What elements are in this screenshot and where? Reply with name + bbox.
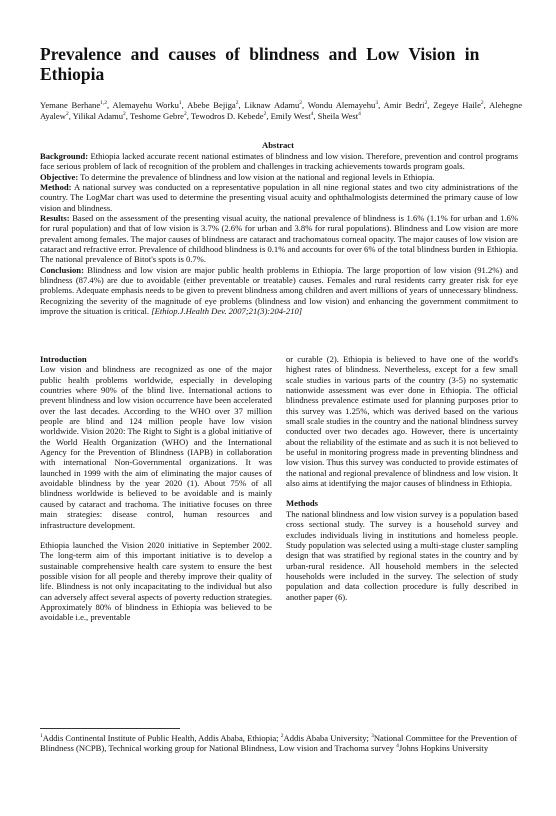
author-name: Sheila West [317, 111, 359, 121]
abstract-results-label: Results: [40, 213, 70, 224]
author-affiliation-mark: 2 [65, 111, 69, 118]
author-name: Alemayehu Worku [112, 100, 179, 110]
introduction-paragraph-3: or curable (2). Ethiopia is believed to have one of the world's highest rates of blindness. Nevertheless, except for a few small scale studies in various parts of the country (3-5) no systematic nationwide assessment was ever done in Ethiopia. The official blindness prevalence estimate used for planning purposes prior to this survey was 1.25%, which was derived based on the various small scale studies in the country and the national blindness survey conducted over two decades ago. However, there is uncertainty about the reliability of the estimate and as such it is not believed to be useful in monitoring progress made in preventing blindness and low vision. Thus this survey was conducted to provide estimates of the national and regional prevalence of blindness and low vision. It also aims at identifying the major causes of blindness in Ethiopia. [286, 354, 518, 489]
affiliation-1: Addis Continental Institute of Public Health, Addis Ababa, Ethiopia; [42, 733, 281, 743]
paper-title: Prevalence and causes of blindness and Low Vision in Ethiopia [40, 44, 480, 84]
author-affiliation-mark: 2 [480, 100, 484, 107]
abstract-conclusion-text: Blindness and low vision are major public health problems in Ethiopia. The large proportion of low vision (91.2%) and blindness (87.4%) are due to avoidable (either preventable or treatable) causes. Females and rural residents carry greater risk for eye problems. Adequate emphasis needs to be given to prevent blindness among children and avert millions of years of unnecessary blindness. Recognizing the severity of the magnitude of eye problems (blindness and low vision) and enhancing the government commitment to improve the situation is critical. [40, 264, 518, 317]
author-list: Yemane Berhane$^{1,2}$, Alemayehu Worku$^1$, Abebe Bejiga$^2$, Liknaw Adamu$^2$, Wondu Alemayehu$^3$, Amir Bedri$^2$, Zegeye Haile$^2$, Alehegne Ayalew$^2$, Yilikal Adamu$^2$, Teshome Gebre$^2$, Tewodros D. Kebede$^2$, Emily West$^4$, Sheila West$^4$ [40, 100, 523, 121]
affiliation-footnote: $^1$Addis Continental Institute of Public Health, Addis Ababa, Ethiopia; $^2$Addis Ababa University; $^3$National Committee for the Prevention of Blindness (NCPB), Technical working group for National Blindness, Low vision and Trachoma survey $^4$Johns Hopkins University [40, 733, 518, 754]
author-name: Alehegne Ayalew [40, 100, 523, 121]
author-affiliation-mark: 4 [310, 111, 314, 118]
footnote-divider [40, 728, 180, 729]
journal-citation: [Ethiop.J.Health Dev. 2007;21(3):204-210] [151, 306, 303, 317]
abstract-conclusion [40, 265, 518, 317]
author-affiliation-mark: 1 [178, 100, 182, 107]
author-affiliation-mark: 2 [424, 100, 428, 107]
abstract-heading: Abstract [262, 140, 294, 150]
author-name: Tewodros D. Kebede [190, 111, 264, 121]
affiliation-2: Addis Ababa University; [283, 733, 372, 743]
abstract-results [40, 213, 518, 265]
author-name: Emily West [270, 111, 311, 121]
methods-heading: Methods [286, 498, 318, 509]
abstract-background-text: Ethiopia lacked accurate recent national estimates of blindness and low vision. Therefore, prevention and control programs face serious problem of lack of recognition of the problem and challenges in tracking achievements towards program goals. [40, 151, 518, 172]
abstract-objective-text: To determine the prevalence of blindness and low vision at the national and regional levels in Ethiopia. [78, 171, 435, 182]
author-name: Yemane Berhane [40, 100, 101, 110]
abstract-body [40, 151, 518, 317]
affiliation-4: Johns Hopkins University [398, 743, 489, 754]
abstract-objective-label: Objective: [40, 171, 79, 182]
author-affiliation-mark: 2 [263, 111, 267, 118]
right-column [286, 354, 518, 602]
abstract-results-text: Based on the assessment of the presenting visual acuity, the national prevalence of blindness is 1.6% (1.1% for urban and 1.6% for rural population) and that of low vision is 3.7% (2.6% for urban and 3.8% for rural populations). Blindness and Low vision are more prevalent among females. The major causes of blindness are cataract and trachomatous corneal opacity. The major causes of low vision are cataract and refractive error. Prevalence of childhood blindness is 0.1% and accounts for over 6% of the total blindness burden in Ethiopia. The national prevalence of Bitot's spots is 0.7%. [40, 213, 518, 265]
author-name: Zegeye Haile [433, 100, 481, 110]
author-affiliation-mark: 2 [123, 111, 126, 118]
abstract-background [40, 151, 518, 172]
author-name: Liknaw Adamu [244, 100, 300, 110]
methods-paragraph-1: The national blindness and low vision survey is a population based cross sectional study. The survey is a household survey and excludes individuals living in institutions and homeless people. Study population was selected using a multi-stage cluster sampling design that was stratified by regional states in the country and by urban-rural residence. All household members in the selected households were included in the survey. The selection of study population and data collection procedure is fully described in another paper (6). [286, 508, 518, 602]
author-name: Amir Bedri [383, 100, 425, 110]
author-affiliation-mark: 2 [299, 100, 303, 107]
author-name: Abebe Bejiga [187, 100, 236, 110]
author-name: Teshome Gebre [129, 111, 184, 121]
author-name: Yilikal Adamu [72, 111, 124, 121]
abstract-conclusion-label: Conclusion: [40, 264, 84, 275]
author-name: Wondu Alemayehu [307, 100, 376, 110]
abstract-method [40, 182, 518, 213]
author-affiliation-mark: 2 [235, 100, 239, 107]
affiliation-3: National Committee for the Prevention of Blindness (NCPB), Technical working group for National Blindness, Low vision and Trachoma survey [40, 733, 518, 754]
introduction-paragraph-1: Low vision and blindness are recognized as one of the major public health problems worldwide, especially in developing countries where 90% of the blind live. International actions to prevent blindness and low vision occurrence have been accelerated over the last decades. According to the WHO over 37 million people are blind and 124 million people have low vision worldwide. Vision 2020: The Right to Sight is a global initiative of the World Health Organization (WHO) and the International Agency for the Prevention of Blindness (IAPB) in collaboration with international Non-Governmental organizations. It was launched in 1999 with the aim of eliminating the major causes of avoidable blindness by the year 2020 (1). About 75% of all blindness worldwide is believed to be avoidable and is mainly caused by cataract and trachoma. The initiative focuses on three main strategies: disease control, human resources and infrastructure development. [40, 364, 272, 530]
author-affiliation-mark: 1,2 [100, 100, 108, 107]
introduction-heading: Introduction [40, 354, 87, 364]
author-affiliation-mark: 3 [375, 100, 379, 107]
abstract-method-text: A national survey was conducted on a representative population in all nine regional states and two city administrations of the country. The LogMar chart was used to determine the presenting visual acuity and ophthalmologists determined the primary cause of low vision and blindness. [40, 182, 518, 213]
abstract-objective [40, 172, 518, 182]
author-affiliation-mark: 2 [184, 111, 187, 118]
introduction-paragraph-2: Ethiopia launched the Vision 2020 initiative in September 2002. The long-term aim of this important initiative is to develop a sustainable comprehensive health care system to ensure the best possible vision for all people and thereby improve their quality of life. Blindness is not only incapacitating to the individual but also can adversely affect several aspects of poverty reduction strategies. Approximately 80% of blindness in Ethiopia was believed to be avoidable i.e., preventable [40, 539, 272, 623]
author-affiliation-mark: 4 [358, 111, 361, 118]
abstract-background-label: Background: [40, 151, 89, 161]
left-column [40, 354, 272, 623]
abstract-method-label: Method: [40, 182, 72, 193]
